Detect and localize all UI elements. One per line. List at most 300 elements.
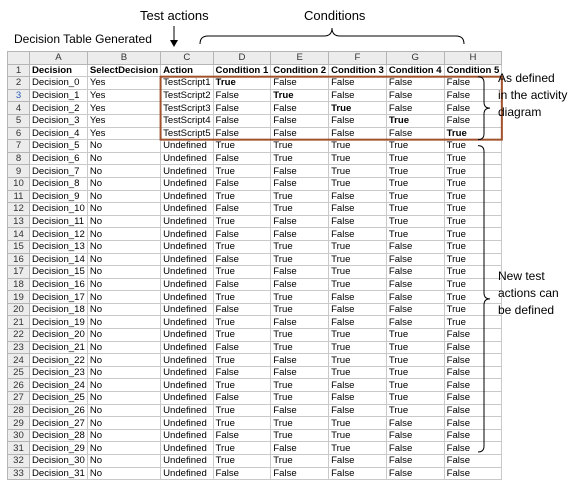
row-number[interactable]: 29 <box>8 417 30 430</box>
table-cell[interactable]: True <box>213 190 271 203</box>
table-cell[interactable]: False <box>213 177 271 190</box>
row-number[interactable]: 1 <box>8 64 30 77</box>
table-cell[interactable]: Decision_10 <box>30 203 88 216</box>
table-cell[interactable]: No <box>87 240 160 253</box>
table-cell[interactable]: False <box>213 203 271 216</box>
table-cell[interactable]: No <box>87 429 160 442</box>
table-cell[interactable]: False <box>329 467 387 480</box>
table-cell[interactable]: False <box>329 127 387 140</box>
table-cell[interactable]: True <box>444 253 502 266</box>
table-cell[interactable]: False <box>386 316 444 329</box>
table-cell[interactable]: True <box>444 190 502 203</box>
table-cell[interactable]: False <box>271 102 329 115</box>
table-cell[interactable]: False <box>213 303 271 316</box>
table-cell[interactable]: No <box>87 278 160 291</box>
table-cell[interactable]: Undefined <box>161 329 213 342</box>
table-cell[interactable]: Decision_2 <box>30 102 88 115</box>
table-cell[interactable]: Decision_30 <box>30 455 88 468</box>
row-number[interactable]: 11 <box>8 190 30 203</box>
table-cell[interactable]: False <box>444 114 502 127</box>
table-cell[interactable]: True <box>386 177 444 190</box>
header-cell[interactable]: Decision <box>30 64 88 77</box>
table-cell[interactable]: False <box>271 165 329 178</box>
table-cell[interactable]: True <box>213 77 271 90</box>
table-cell[interactable]: True <box>444 278 502 291</box>
table-cell[interactable]: Undefined <box>161 316 213 329</box>
table-cell[interactable]: Decision_26 <box>30 404 88 417</box>
table-cell[interactable]: True <box>213 404 271 417</box>
table-cell[interactable]: No <box>87 165 160 178</box>
table-cell[interactable]: False <box>271 404 329 417</box>
table-cell[interactable]: True <box>444 203 502 216</box>
table-cell[interactable]: True <box>444 266 502 279</box>
table-cell[interactable]: True <box>213 316 271 329</box>
table-cell[interactable]: True <box>444 291 502 304</box>
table-cell[interactable]: True <box>271 89 329 102</box>
table-cell[interactable]: No <box>87 177 160 190</box>
table-cell[interactable]: True <box>271 341 329 354</box>
row-number[interactable]: 13 <box>8 215 30 228</box>
table-cell[interactable]: True <box>386 354 444 367</box>
table-cell[interactable]: True <box>271 152 329 165</box>
column-letter-header[interactable]: B <box>87 52 160 65</box>
table-cell[interactable]: True <box>444 316 502 329</box>
table-cell[interactable]: TestScript4 <box>161 114 213 127</box>
table-cell[interactable]: Undefined <box>161 354 213 367</box>
table-cell[interactable]: Decision_27 <box>30 417 88 430</box>
table-cell[interactable]: False <box>444 77 502 90</box>
table-cell[interactable]: Undefined <box>161 366 213 379</box>
row-number[interactable]: 7 <box>8 140 30 153</box>
table-cell[interactable]: False <box>386 417 444 430</box>
table-cell[interactable]: Undefined <box>161 442 213 455</box>
table-cell[interactable]: True <box>444 140 502 153</box>
table-cell[interactable]: False <box>329 89 387 102</box>
table-cell[interactable]: TestScript2 <box>161 89 213 102</box>
table-cell[interactable]: No <box>87 291 160 304</box>
table-cell[interactable]: True <box>213 215 271 228</box>
table-cell[interactable]: No <box>87 253 160 266</box>
table-cell[interactable]: No <box>87 316 160 329</box>
row-number[interactable]: 26 <box>8 379 30 392</box>
table-cell[interactable]: No <box>87 266 160 279</box>
row-number[interactable]: 6 <box>8 127 30 140</box>
table-cell[interactable]: True <box>329 240 387 253</box>
row-number[interactable]: 25 <box>8 366 30 379</box>
table-cell[interactable]: No <box>87 341 160 354</box>
row-number[interactable]: 31 <box>8 442 30 455</box>
table-cell[interactable]: Undefined <box>161 455 213 468</box>
table-cell[interactable]: Undefined <box>161 341 213 354</box>
table-cell[interactable]: Yes <box>87 114 160 127</box>
table-cell[interactable]: False <box>444 341 502 354</box>
table-cell[interactable]: True <box>386 190 444 203</box>
table-cell[interactable]: Decision_31 <box>30 467 88 480</box>
table-cell[interactable]: True <box>213 354 271 367</box>
table-cell[interactable]: No <box>87 379 160 392</box>
table-cell[interactable]: Undefined <box>161 215 213 228</box>
table-cell[interactable]: Decision_1 <box>30 89 88 102</box>
table-cell[interactable]: True <box>444 177 502 190</box>
header-cell[interactable]: Condition 2 <box>271 64 329 77</box>
row-number[interactable]: 16 <box>8 253 30 266</box>
table-cell[interactable]: Decision_12 <box>30 228 88 241</box>
table-cell[interactable]: Undefined <box>161 140 213 153</box>
table-cell[interactable]: False <box>213 278 271 291</box>
header-cell[interactable]: SelectDecision <box>87 64 160 77</box>
table-cell[interactable]: No <box>87 215 160 228</box>
row-number[interactable]: 30 <box>8 429 30 442</box>
column-letter-header[interactable]: G <box>386 52 444 65</box>
row-number[interactable]: 2 <box>8 77 30 90</box>
row-number[interactable]: 24 <box>8 354 30 367</box>
table-cell[interactable]: Decision_4 <box>30 127 88 140</box>
table-cell[interactable]: True <box>271 140 329 153</box>
table-cell[interactable]: True <box>213 291 271 304</box>
table-cell[interactable]: True <box>271 190 329 203</box>
row-number[interactable]: 21 <box>8 316 30 329</box>
table-cell[interactable]: False <box>444 329 502 342</box>
table-cell[interactable]: Decision_20 <box>30 329 88 342</box>
table-cell[interactable]: True <box>213 165 271 178</box>
table-cell[interactable]: No <box>87 467 160 480</box>
table-cell[interactable]: Undefined <box>161 165 213 178</box>
table-cell[interactable]: True <box>271 417 329 430</box>
table-cell[interactable]: False <box>444 354 502 367</box>
table-cell[interactable]: Yes <box>87 127 160 140</box>
table-cell[interactable]: False <box>271 177 329 190</box>
column-letter-header[interactable]: C <box>161 52 213 65</box>
table-cell[interactable]: False <box>386 240 444 253</box>
row-number[interactable]: 27 <box>8 392 30 405</box>
table-cell[interactable]: Undefined <box>161 417 213 430</box>
table-cell[interactable]: Decision_18 <box>30 303 88 316</box>
table-cell[interactable]: False <box>271 278 329 291</box>
table-cell[interactable]: True <box>213 455 271 468</box>
table-cell[interactable]: False <box>386 429 444 442</box>
table-cell[interactable]: False <box>444 404 502 417</box>
table-cell[interactable]: No <box>87 417 160 430</box>
table-cell[interactable]: True <box>329 429 387 442</box>
table-cell[interactable]: False <box>329 303 387 316</box>
table-cell[interactable]: Decision_19 <box>30 316 88 329</box>
row-number[interactable]: 8 <box>8 152 30 165</box>
table-cell[interactable]: True <box>271 303 329 316</box>
table-cell[interactable]: False <box>271 228 329 241</box>
table-cell[interactable]: False <box>386 127 444 140</box>
table-cell[interactable]: Decision_11 <box>30 215 88 228</box>
table-cell[interactable]: Decision_17 <box>30 291 88 304</box>
table-cell[interactable]: False <box>386 467 444 480</box>
table-cell[interactable]: False <box>444 417 502 430</box>
row-number[interactable]: 4 <box>8 102 30 115</box>
table-cell[interactable]: Undefined <box>161 152 213 165</box>
table-cell[interactable]: False <box>271 442 329 455</box>
table-cell[interactable]: True <box>386 366 444 379</box>
table-cell[interactable]: False <box>271 114 329 127</box>
table-cell[interactable]: True <box>386 140 444 153</box>
table-cell[interactable]: True <box>271 253 329 266</box>
table-cell[interactable]: Decision_23 <box>30 366 88 379</box>
table-cell[interactable]: True <box>271 429 329 442</box>
table-cell[interactable]: False <box>329 404 387 417</box>
table-cell[interactable]: True <box>444 215 502 228</box>
table-cell[interactable]: True <box>329 140 387 153</box>
row-number[interactable]: 22 <box>8 329 30 342</box>
table-cell[interactable]: TestScript1 <box>161 77 213 90</box>
table-cell[interactable]: False <box>444 467 502 480</box>
table-cell[interactable]: True <box>386 329 444 342</box>
table-cell[interactable]: False <box>386 253 444 266</box>
table-cell[interactable]: False <box>386 455 444 468</box>
table-cell[interactable]: No <box>87 366 160 379</box>
table-cell[interactable]: True <box>386 114 444 127</box>
table-cell[interactable]: True <box>271 379 329 392</box>
header-cell[interactable]: Condition 5 <box>444 64 502 77</box>
table-cell[interactable]: True <box>329 354 387 367</box>
table-cell[interactable]: False <box>444 89 502 102</box>
row-number[interactable]: 12 <box>8 203 30 216</box>
table-cell[interactable]: False <box>213 341 271 354</box>
row-number[interactable]: 33 <box>8 467 30 480</box>
table-cell[interactable]: True <box>386 404 444 417</box>
row-number[interactable]: 32 <box>8 455 30 468</box>
table-cell[interactable]: True <box>329 266 387 279</box>
table-cell[interactable]: False <box>444 379 502 392</box>
table-cell[interactable]: Decision_8 <box>30 177 88 190</box>
table-cell[interactable]: True <box>329 417 387 430</box>
table-cell[interactable]: True <box>386 228 444 241</box>
column-letter-header[interactable]: A <box>30 52 88 65</box>
row-number[interactable]: 19 <box>8 291 30 304</box>
table-cell[interactable]: False <box>271 366 329 379</box>
table-cell[interactable]: Decision_22 <box>30 354 88 367</box>
table-cell[interactable]: True <box>213 379 271 392</box>
table-cell[interactable]: False <box>386 303 444 316</box>
table-cell[interactable]: False <box>329 291 387 304</box>
table-cell[interactable]: True <box>444 127 502 140</box>
table-cell[interactable]: False <box>213 467 271 480</box>
table-cell[interactable]: False <box>271 266 329 279</box>
table-cell[interactable]: True <box>329 165 387 178</box>
table-cell[interactable]: True <box>329 366 387 379</box>
row-number[interactable]: 18 <box>8 278 30 291</box>
table-cell[interactable]: True <box>271 203 329 216</box>
table-cell[interactable]: No <box>87 455 160 468</box>
table-cell[interactable]: TestScript5 <box>161 127 213 140</box>
table-cell[interactable]: True <box>444 303 502 316</box>
header-cell[interactable]: Action <box>161 64 213 77</box>
table-cell[interactable]: False <box>213 228 271 241</box>
table-cell[interactable]: Undefined <box>161 278 213 291</box>
table-cell[interactable]: True <box>213 417 271 430</box>
table-cell[interactable]: Undefined <box>161 467 213 480</box>
table-cell[interactable]: Undefined <box>161 379 213 392</box>
row-number[interactable]: 9 <box>8 165 30 178</box>
table-cell[interactable]: Decision_25 <box>30 392 88 405</box>
table-cell[interactable]: Undefined <box>161 228 213 241</box>
row-number[interactable]: 23 <box>8 341 30 354</box>
table-cell[interactable]: Yes <box>87 102 160 115</box>
table-cell[interactable]: Decision_6 <box>30 152 88 165</box>
table-cell[interactable]: Decision_3 <box>30 114 88 127</box>
table-cell[interactable]: Decision_7 <box>30 165 88 178</box>
table-cell[interactable]: False <box>213 253 271 266</box>
table-cell[interactable]: Decision_24 <box>30 379 88 392</box>
table-cell[interactable]: Decision_16 <box>30 278 88 291</box>
table-cell[interactable]: False <box>213 392 271 405</box>
row-number[interactable]: 10 <box>8 177 30 190</box>
table-cell[interactable]: No <box>87 140 160 153</box>
table-cell[interactable]: TestScript3 <box>161 102 213 115</box>
row-number[interactable]: 3 <box>8 89 30 102</box>
row-number[interactable]: 20 <box>8 303 30 316</box>
table-cell[interactable]: Undefined <box>161 253 213 266</box>
table-cell[interactable]: False <box>386 89 444 102</box>
table-cell[interactable]: No <box>87 190 160 203</box>
table-cell[interactable]: True <box>386 392 444 405</box>
table-cell[interactable]: No <box>87 228 160 241</box>
table-cell[interactable]: No <box>87 404 160 417</box>
table-cell[interactable]: Undefined <box>161 203 213 216</box>
table-cell[interactable]: Decision_21 <box>30 341 88 354</box>
table-cell[interactable]: False <box>213 152 271 165</box>
column-letter-header[interactable]: E <box>271 52 329 65</box>
table-cell[interactable]: Undefined <box>161 404 213 417</box>
table-cell[interactable]: False <box>444 102 502 115</box>
table-cell[interactable]: False <box>444 429 502 442</box>
table-cell[interactable]: True <box>386 379 444 392</box>
table-cell[interactable]: True <box>271 329 329 342</box>
table-cell[interactable]: True <box>213 140 271 153</box>
table-cell[interactable]: True <box>444 228 502 241</box>
row-number[interactable]: 28 <box>8 404 30 417</box>
table-cell[interactable]: True <box>329 102 387 115</box>
table-cell[interactable]: No <box>87 354 160 367</box>
table-cell[interactable]: Decision_28 <box>30 429 88 442</box>
table-cell[interactable]: True <box>213 442 271 455</box>
table-cell[interactable]: No <box>87 303 160 316</box>
table-cell[interactable]: False <box>271 467 329 480</box>
table-cell[interactable]: False <box>213 429 271 442</box>
table-cell[interactable]: False <box>213 366 271 379</box>
table-cell[interactable]: Undefined <box>161 240 213 253</box>
table-cell[interactable]: Yes <box>87 77 160 90</box>
table-cell[interactable]: Decision_9 <box>30 190 88 203</box>
table-cell[interactable]: False <box>329 316 387 329</box>
table-cell[interactable]: False <box>329 77 387 90</box>
table-cell[interactable]: True <box>386 165 444 178</box>
table-cell[interactable]: No <box>87 203 160 216</box>
table-cell[interactable]: False <box>329 379 387 392</box>
table-cell[interactable]: True <box>271 455 329 468</box>
table-cell[interactable]: False <box>386 442 444 455</box>
table-cell[interactable]: True <box>329 278 387 291</box>
table-cell[interactable]: False <box>329 203 387 216</box>
table-cell[interactable]: False <box>386 291 444 304</box>
row-number[interactable]: 17 <box>8 266 30 279</box>
table-cell[interactable]: Undefined <box>161 429 213 442</box>
table-cell[interactable]: False <box>271 77 329 90</box>
header-cell[interactable]: Condition 3 <box>329 64 387 77</box>
header-cell[interactable]: Condition 1 <box>213 64 271 77</box>
table-cell[interactable]: True <box>444 152 502 165</box>
table-cell[interactable]: False <box>329 392 387 405</box>
table-cell[interactable]: True <box>213 240 271 253</box>
table-cell[interactable]: Decision_5 <box>30 140 88 153</box>
table-cell[interactable]: False <box>329 228 387 241</box>
table-cell[interactable]: Decision_13 <box>30 240 88 253</box>
column-letter-header[interactable]: D <box>213 52 271 65</box>
table-cell[interactable]: True <box>213 329 271 342</box>
table-cell[interactable]: False <box>444 366 502 379</box>
row-number[interactable]: 14 <box>8 228 30 241</box>
table-cell[interactable]: Undefined <box>161 303 213 316</box>
table-cell[interactable]: False <box>213 89 271 102</box>
table-cell[interactable]: True <box>329 329 387 342</box>
table-cell[interactable]: False <box>444 455 502 468</box>
table-cell[interactable]: True <box>386 203 444 216</box>
table-cell[interactable]: No <box>87 442 160 455</box>
table-cell[interactable]: False <box>213 102 271 115</box>
table-cell[interactable]: True <box>329 177 387 190</box>
table-cell[interactable]: Yes <box>87 89 160 102</box>
table-cell[interactable]: No <box>87 392 160 405</box>
table-cell[interactable]: No <box>87 329 160 342</box>
table-cell[interactable]: True <box>329 152 387 165</box>
table-cell[interactable]: False <box>329 455 387 468</box>
column-letter-header[interactable]: H <box>444 52 502 65</box>
table-cell[interactable]: False <box>329 190 387 203</box>
table-cell[interactable]: True <box>271 392 329 405</box>
table-cell[interactable]: True <box>271 240 329 253</box>
table-cell[interactable]: True <box>271 291 329 304</box>
table-cell[interactable]: False <box>329 114 387 127</box>
table-cell[interactable]: True <box>444 240 502 253</box>
table-cell[interactable]: True <box>329 442 387 455</box>
table-cell[interactable]: Undefined <box>161 177 213 190</box>
table-cell[interactable]: False <box>271 354 329 367</box>
table-cell[interactable]: False <box>329 215 387 228</box>
table-cell[interactable]: True <box>213 266 271 279</box>
table-cell[interactable]: False <box>271 316 329 329</box>
table-cell[interactable]: True <box>386 215 444 228</box>
table-cell[interactable]: Decision_15 <box>30 266 88 279</box>
table-cell[interactable]: Undefined <box>161 392 213 405</box>
row-number[interactable]: 5 <box>8 114 30 127</box>
table-cell[interactable]: False <box>271 215 329 228</box>
table-cell[interactable]: False <box>386 266 444 279</box>
table-cell[interactable]: False <box>386 77 444 90</box>
table-cell[interactable]: True <box>329 253 387 266</box>
table-cell[interactable]: False <box>386 278 444 291</box>
table-cell[interactable]: False <box>386 102 444 115</box>
table-cell[interactable]: No <box>87 152 160 165</box>
table-cell[interactable]: False <box>213 127 271 140</box>
table-cell[interactable]: True <box>386 341 444 354</box>
table-cell[interactable]: Decision_14 <box>30 253 88 266</box>
table-cell[interactable]: Undefined <box>161 190 213 203</box>
table-cell[interactable]: Decision_29 <box>30 442 88 455</box>
row-number[interactable]: 15 <box>8 240 30 253</box>
table-cell[interactable]: True <box>386 152 444 165</box>
table-cell[interactable]: True <box>329 341 387 354</box>
table-cell[interactable]: False <box>213 114 271 127</box>
table-cell[interactable]: False <box>444 442 502 455</box>
table-cell[interactable]: Undefined <box>161 266 213 279</box>
table-cell[interactable]: False <box>444 392 502 405</box>
table-cell[interactable]: Decision_0 <box>30 77 88 90</box>
